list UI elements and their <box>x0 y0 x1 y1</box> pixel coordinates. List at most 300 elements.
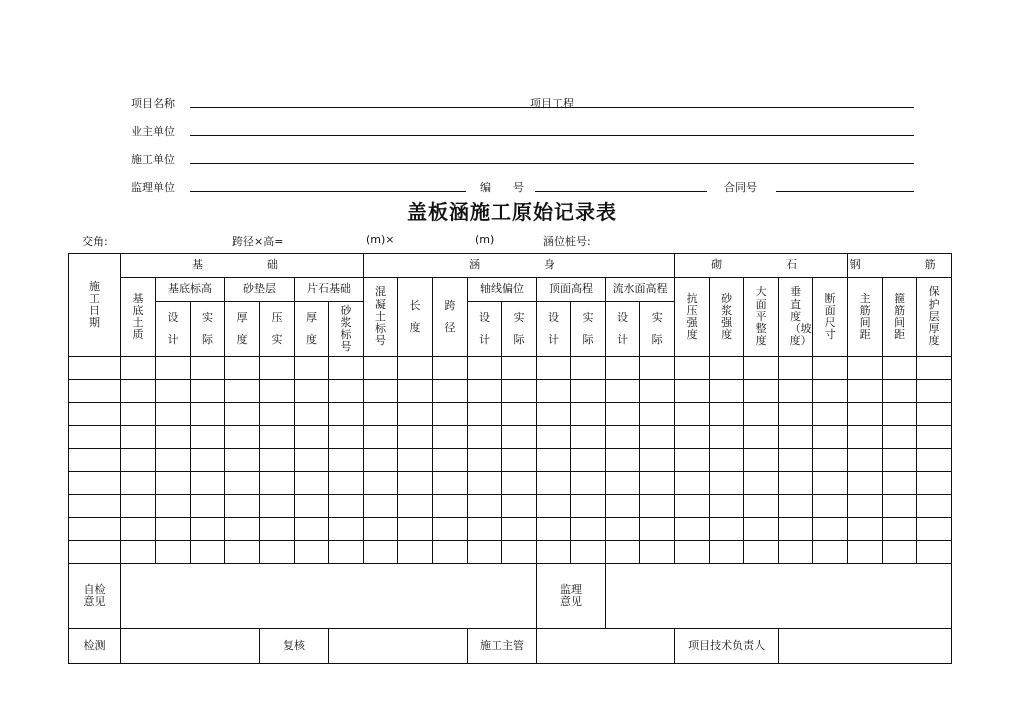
table-cell[interactable] <box>848 403 883 426</box>
leaf-compaction: 压实 <box>260 302 295 357</box>
leaf-actual: 实际 <box>640 302 675 357</box>
table-cell[interactable] <box>191 518 225 541</box>
table-cell[interactable] <box>710 449 744 472</box>
angle-label: 交角: <box>82 235 108 248</box>
serial-line[interactable] <box>535 191 707 192</box>
supervisor-line[interactable] <box>190 191 466 192</box>
table-cell[interactable] <box>779 449 813 472</box>
table-cell[interactable] <box>121 518 156 541</box>
table-cell[interactable] <box>537 472 571 495</box>
table-cell[interactable] <box>398 495 433 518</box>
table-cell[interactable] <box>69 426 121 449</box>
table-cell[interactable] <box>364 403 398 426</box>
table-row <box>69 449 952 472</box>
table-cell[interactable] <box>191 495 225 518</box>
table-cell[interactable] <box>675 495 710 518</box>
table-cell[interactable] <box>675 518 710 541</box>
table-cell[interactable] <box>883 541 917 564</box>
table-cell[interactable] <box>295 403 329 426</box>
base-soil-header: 基底土质 <box>121 278 156 357</box>
table-cell[interactable] <box>191 357 225 380</box>
main-spacing-header: 主筋间距 <box>848 278 883 357</box>
table-cell[interactable] <box>295 518 329 541</box>
table-cell[interactable] <box>744 380 779 403</box>
table-cell[interactable] <box>364 449 398 472</box>
group-foundation: 基 础 <box>121 254 364 278</box>
table-cell[interactable] <box>779 495 813 518</box>
table-cell[interactable] <box>398 426 433 449</box>
table-cell[interactable] <box>329 403 364 426</box>
table-cell[interactable] <box>537 357 571 380</box>
table-cell[interactable] <box>433 541 468 564</box>
table-cell[interactable] <box>571 357 606 380</box>
table-cell[interactable] <box>364 472 398 495</box>
tech-lead-field[interactable] <box>779 629 952 664</box>
table-cell[interactable] <box>917 495 952 518</box>
table-cell[interactable] <box>779 541 813 564</box>
table-cell[interactable] <box>433 495 468 518</box>
record-table <box>68 253 952 664</box>
table-cell[interactable] <box>468 449 502 472</box>
table-cell[interactable] <box>883 380 917 403</box>
mortar-grade-header: 砂浆标号 <box>329 302 364 357</box>
table-cell[interactable] <box>537 380 571 403</box>
table-cell[interactable] <box>848 495 883 518</box>
constructor-line[interactable] <box>190 163 914 164</box>
table-cell[interactable] <box>260 357 295 380</box>
table-cell[interactable] <box>502 403 537 426</box>
table-cell[interactable] <box>398 380 433 403</box>
table-cell[interactable] <box>468 541 502 564</box>
table-row <box>69 518 952 541</box>
table-cell[interactable] <box>883 495 917 518</box>
table-row <box>69 403 952 426</box>
table-row <box>69 541 952 564</box>
concrete-grade-header: 混凝土标号 <box>364 278 398 357</box>
sand-layer-header: 砂垫层 <box>225 278 295 302</box>
leaf-design: 设计 <box>156 302 191 357</box>
table-cell[interactable] <box>848 541 883 564</box>
table-cell[interactable] <box>571 472 606 495</box>
table-cell[interactable] <box>191 403 225 426</box>
rubble-base-header: 片石基础 <box>295 278 364 302</box>
table-cell[interactable] <box>848 357 883 380</box>
table-cell[interactable] <box>191 449 225 472</box>
table-cell[interactable] <box>848 472 883 495</box>
table-cell[interactable] <box>468 357 502 380</box>
table-cell[interactable] <box>813 380 848 403</box>
table-cell[interactable] <box>260 380 295 403</box>
table-cell[interactable] <box>571 403 606 426</box>
group-culvert-body: 涵 身 <box>364 254 675 278</box>
table-cell[interactable] <box>433 357 468 380</box>
table-cell[interactable] <box>260 518 295 541</box>
table-cell[interactable] <box>69 403 121 426</box>
table-cell[interactable] <box>364 541 398 564</box>
table-cell[interactable] <box>917 403 952 426</box>
table-row <box>69 472 952 495</box>
table-cell[interactable] <box>398 357 433 380</box>
unit-m-times: (m)× <box>366 233 395 246</box>
table-cell[interactable] <box>606 518 640 541</box>
unit-m: (m) <box>475 233 495 246</box>
table-cell[interactable] <box>121 449 156 472</box>
table-cell[interactable] <box>675 403 710 426</box>
table-cell[interactable] <box>640 472 675 495</box>
leaf-design: 设计 <box>468 302 502 357</box>
table-cell[interactable] <box>364 357 398 380</box>
table-cell[interactable] <box>571 426 606 449</box>
form-title: 盖板涵施工原始记录表 <box>407 200 617 224</box>
surface-flatness-header: 大面平整度 <box>744 278 779 357</box>
leaf-thickness: 厚度 <box>295 302 329 357</box>
table-cell[interactable] <box>433 403 468 426</box>
table-cell[interactable] <box>191 426 225 449</box>
table-cell[interactable] <box>156 449 191 472</box>
table-cell[interactable] <box>710 472 744 495</box>
table-cell[interactable] <box>675 380 710 403</box>
table-cell[interactable] <box>917 449 952 472</box>
table-cell[interactable] <box>848 449 883 472</box>
table-cell[interactable] <box>398 449 433 472</box>
table-cell[interactable] <box>917 357 952 380</box>
table-cell[interactable] <box>779 357 813 380</box>
table-cell[interactable] <box>156 426 191 449</box>
supervision-label: 监理意见 <box>537 564 606 629</box>
table-cell[interactable] <box>121 380 156 403</box>
table-cell[interactable] <box>883 357 917 380</box>
table-cell[interactable] <box>537 495 571 518</box>
table-cell[interactable] <box>121 495 156 518</box>
table-cell[interactable] <box>225 541 260 564</box>
table-cell[interactable] <box>917 380 952 403</box>
leaf-thickness: 厚度 <box>225 302 260 357</box>
table-cell[interactable] <box>260 472 295 495</box>
table-cell[interactable] <box>537 403 571 426</box>
table-cell[interactable] <box>191 380 225 403</box>
span-header: 跨径 <box>433 278 468 357</box>
table-cell[interactable] <box>156 541 191 564</box>
table-cell[interactable] <box>848 518 883 541</box>
review-field[interactable] <box>329 629 468 664</box>
table-cell[interactable] <box>917 472 952 495</box>
table-cell[interactable] <box>917 426 952 449</box>
table-cell[interactable] <box>571 449 606 472</box>
table-cell[interactable] <box>295 495 329 518</box>
table-cell[interactable] <box>329 380 364 403</box>
table-cell[interactable] <box>225 403 260 426</box>
table-cell[interactable] <box>813 518 848 541</box>
table-cell[interactable] <box>675 357 710 380</box>
table-cell[interactable] <box>502 426 537 449</box>
table-cell[interactable] <box>571 495 606 518</box>
table-cell[interactable] <box>398 541 433 564</box>
table-cell[interactable] <box>156 357 191 380</box>
verticality-header: 垂直度（坡度） <box>779 278 813 357</box>
table-cell[interactable] <box>710 426 744 449</box>
table-cell[interactable] <box>156 403 191 426</box>
span-height-label: 跨径×高= <box>232 235 284 248</box>
owner-line[interactable] <box>190 135 914 136</box>
table-cell[interactable] <box>883 449 917 472</box>
review-label: 复核 <box>260 629 329 664</box>
self-check-label: 自检意见 <box>69 564 121 629</box>
table-cell[interactable] <box>813 472 848 495</box>
table-cell[interactable] <box>225 449 260 472</box>
table-cell[interactable] <box>710 518 744 541</box>
table-cell[interactable] <box>744 357 779 380</box>
self-check-field[interactable] <box>121 564 537 629</box>
table-cell[interactable] <box>502 495 537 518</box>
table-cell[interactable] <box>640 518 675 541</box>
table-cell[interactable] <box>675 541 710 564</box>
table-cell[interactable] <box>640 541 675 564</box>
table-cell[interactable] <box>502 472 537 495</box>
table-cell[interactable] <box>260 541 295 564</box>
table-cell[interactable] <box>502 380 537 403</box>
table-cell[interactable] <box>883 518 917 541</box>
table-cell[interactable] <box>398 403 433 426</box>
table-cell[interactable] <box>744 472 779 495</box>
table-cell[interactable] <box>295 541 329 564</box>
table-cell[interactable] <box>640 426 675 449</box>
table-cell[interactable] <box>883 472 917 495</box>
table-cell[interactable] <box>537 541 571 564</box>
table-cell[interactable] <box>468 472 502 495</box>
table-cell[interactable] <box>260 403 295 426</box>
table-cell[interactable] <box>225 472 260 495</box>
table-cell[interactable] <box>502 541 537 564</box>
table-cell[interactable] <box>710 403 744 426</box>
table-cell[interactable] <box>156 518 191 541</box>
table-cell[interactable] <box>779 518 813 541</box>
leaf-actual: 实际 <box>502 302 537 357</box>
contract-label: 合同号 <box>724 181 757 194</box>
table-cell[interactable] <box>779 380 813 403</box>
table-cell[interactable] <box>121 541 156 564</box>
station-label: 涵位桩号: <box>543 235 591 248</box>
table-cell[interactable] <box>502 518 537 541</box>
table-cell[interactable] <box>329 541 364 564</box>
table-cell[interactable] <box>606 541 640 564</box>
table-cell[interactable] <box>121 403 156 426</box>
data-rows <box>69 357 952 564</box>
table-cell[interactable] <box>744 495 779 518</box>
table-cell[interactable] <box>398 518 433 541</box>
table-cell[interactable] <box>225 426 260 449</box>
table-cell[interactable] <box>883 403 917 426</box>
table-cell[interactable] <box>329 357 364 380</box>
table-cell[interactable] <box>779 403 813 426</box>
table-cell[interactable] <box>364 426 398 449</box>
table-cell[interactable] <box>779 472 813 495</box>
section-size-header: 断面尺寸 <box>813 278 848 357</box>
table-cell[interactable] <box>675 472 710 495</box>
table-cell[interactable] <box>69 495 121 518</box>
table-cell[interactable] <box>606 357 640 380</box>
table-cell[interactable] <box>813 541 848 564</box>
table-cell[interactable] <box>364 495 398 518</box>
supervision-field[interactable] <box>606 564 952 629</box>
tech-lead-label: 项目技术负责人 <box>675 629 779 664</box>
table-cell[interactable] <box>191 541 225 564</box>
project-name-label: 项目名称 <box>131 97 175 110</box>
table-cell[interactable] <box>640 357 675 380</box>
axis-offset-header: 轴线偏位 <box>468 278 537 302</box>
table-cell[interactable] <box>260 426 295 449</box>
table-cell[interactable] <box>329 472 364 495</box>
table-row <box>69 357 952 380</box>
table-cell[interactable] <box>121 357 156 380</box>
table-cell[interactable] <box>225 357 260 380</box>
table-cell[interactable] <box>537 518 571 541</box>
table-cell[interactable] <box>744 449 779 472</box>
table-cell[interactable] <box>710 380 744 403</box>
table-cell[interactable] <box>502 449 537 472</box>
table-cell[interactable] <box>675 426 710 449</box>
table-cell[interactable] <box>675 449 710 472</box>
table-cell[interactable] <box>744 426 779 449</box>
table-cell[interactable] <box>433 426 468 449</box>
table-cell[interactable] <box>329 449 364 472</box>
table-cell[interactable] <box>917 541 952 564</box>
table-cell[interactable] <box>502 357 537 380</box>
table-cell[interactable] <box>69 541 121 564</box>
table-row <box>69 426 952 449</box>
table-cell[interactable] <box>813 495 848 518</box>
table-cell[interactable] <box>364 518 398 541</box>
leaf-design: 设计 <box>606 302 640 357</box>
length-header: 长度 <box>398 278 433 357</box>
site-manager-field[interactable] <box>537 629 675 664</box>
table-cell[interactable] <box>364 380 398 403</box>
contract-line[interactable] <box>776 191 914 192</box>
table-cell[interactable] <box>606 403 640 426</box>
table-cell[interactable] <box>69 380 121 403</box>
table-cell[interactable] <box>640 495 675 518</box>
group-masonry: 砌 石 <box>675 254 848 278</box>
table-cell[interactable] <box>156 380 191 403</box>
table-cell[interactable] <box>744 518 779 541</box>
compressive-header: 抗压强度 <box>675 278 710 357</box>
table-cell[interactable] <box>295 449 329 472</box>
cover-thickness-header: 保护层厚度 <box>917 278 952 357</box>
table-cell[interactable] <box>813 426 848 449</box>
flow-elev-header: 流水面高程 <box>606 278 675 302</box>
table-cell[interactable] <box>813 403 848 426</box>
table-cell[interactable] <box>468 495 502 518</box>
table-cell[interactable] <box>640 380 675 403</box>
table-cell[interactable] <box>69 472 121 495</box>
table-row <box>69 380 952 403</box>
table-cell[interactable] <box>537 449 571 472</box>
table-row <box>69 495 952 518</box>
table-cell[interactable] <box>295 380 329 403</box>
table-cell[interactable] <box>121 426 156 449</box>
table-cell[interactable] <box>606 380 640 403</box>
project-name-value[interactable]: 项目工程 <box>530 97 574 110</box>
table-cell[interactable] <box>571 518 606 541</box>
table-cell[interactable] <box>295 472 329 495</box>
table-cell[interactable] <box>744 541 779 564</box>
table-cell[interactable] <box>813 357 848 380</box>
table-cell[interactable] <box>468 403 502 426</box>
table-cell[interactable] <box>848 380 883 403</box>
table-cell[interactable] <box>69 357 121 380</box>
table-cell[interactable] <box>156 472 191 495</box>
table-cell[interactable] <box>121 472 156 495</box>
leaf-design: 设计 <box>537 302 571 357</box>
table-cell[interactable] <box>191 472 225 495</box>
table-cell[interactable] <box>848 426 883 449</box>
table-cell[interactable] <box>537 426 571 449</box>
table-cell[interactable] <box>917 518 952 541</box>
table-cell[interactable] <box>571 541 606 564</box>
table-cell[interactable] <box>606 495 640 518</box>
table-cell[interactable] <box>606 426 640 449</box>
table-cell[interactable] <box>329 518 364 541</box>
table-cell[interactable] <box>640 449 675 472</box>
table-cell[interactable] <box>433 380 468 403</box>
table-cell[interactable] <box>606 472 640 495</box>
serial-label: 编 号 <box>480 181 524 194</box>
base-elev-header: 基底标高 <box>156 278 225 302</box>
stirrup-spacing-header: 箍筋间距 <box>883 278 917 357</box>
table-cell[interactable] <box>225 495 260 518</box>
table-cell[interactable] <box>606 449 640 472</box>
table-cell[interactable] <box>640 403 675 426</box>
table-cell[interactable] <box>710 357 744 380</box>
table-cell[interactable] <box>710 541 744 564</box>
table-cell[interactable] <box>710 495 744 518</box>
inspect-label: 检测 <box>69 629 121 664</box>
table-cell[interactable] <box>433 518 468 541</box>
leaf-actual: 实际 <box>571 302 606 357</box>
date-header: 施工日期 <box>69 254 121 357</box>
table-cell[interactable] <box>813 449 848 472</box>
table-cell[interactable] <box>329 495 364 518</box>
table-cell[interactable] <box>883 426 917 449</box>
owner-label: 业主单位 <box>131 125 175 138</box>
table-cell[interactable] <box>260 449 295 472</box>
mortar-strength-header: 砂浆强度 <box>710 278 744 357</box>
table-cell[interactable] <box>468 380 502 403</box>
supervisor-label: 监理单位 <box>131 181 175 194</box>
table-cell[interactable] <box>69 449 121 472</box>
table-cell[interactable] <box>329 426 364 449</box>
site-manager-label: 施工主管 <box>468 629 537 664</box>
group-rebar: 钢 筋 <box>848 254 952 278</box>
table-cell[interactable] <box>779 426 813 449</box>
constructor-label: 施工单位 <box>131 153 175 166</box>
table-cell[interactable] <box>295 357 329 380</box>
table-cell[interactable] <box>468 426 502 449</box>
table-cell[interactable] <box>433 449 468 472</box>
table-cell[interactable] <box>744 403 779 426</box>
top-elev-header: 顶面高程 <box>537 278 606 302</box>
inspect-field[interactable] <box>121 629 260 664</box>
table-cell[interactable] <box>398 472 433 495</box>
table-cell[interactable] <box>571 380 606 403</box>
table-cell[interactable] <box>69 518 121 541</box>
table-cell[interactable] <box>156 495 191 518</box>
table-cell[interactable] <box>225 380 260 403</box>
table-cell[interactable] <box>260 495 295 518</box>
table-cell[interactable] <box>295 426 329 449</box>
table-cell[interactable] <box>225 518 260 541</box>
table-cell[interactable] <box>433 472 468 495</box>
table-cell[interactable] <box>468 518 502 541</box>
